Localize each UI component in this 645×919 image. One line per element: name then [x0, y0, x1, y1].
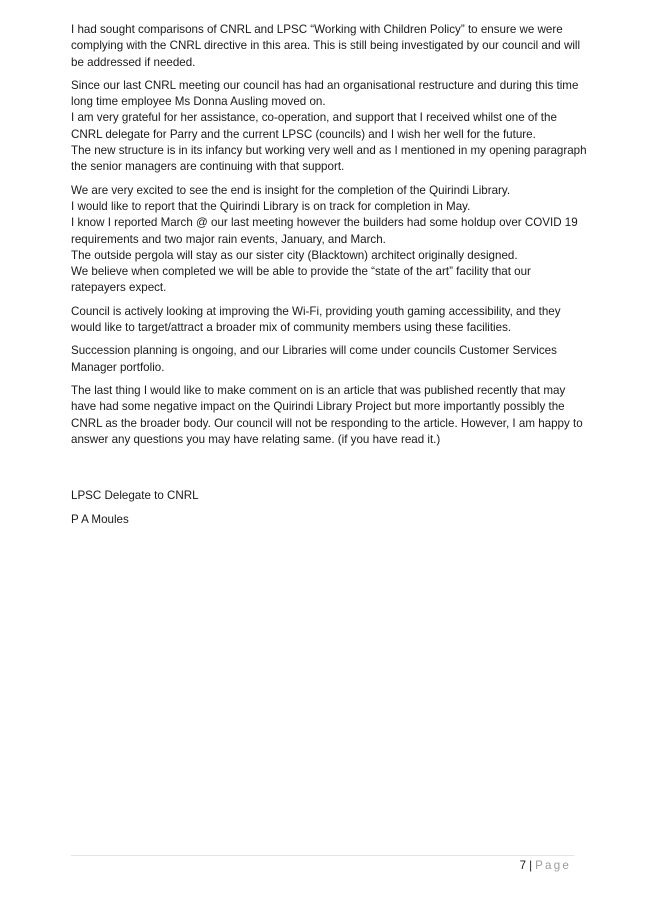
paragraph [71, 383, 581, 448]
page-footer [520, 858, 571, 874]
page-number: 7 [519, 859, 527, 872]
text-line: long time employee Ms Donna Ausling moved on. [71, 95, 326, 109]
paragraph [71, 304, 581, 337]
text-line: The last thing I would like to make comment on is an article that was published recently that may [71, 383, 566, 397]
text-line: would like to target/attract a broader mix of community members using these facilities. [71, 321, 512, 335]
text-line: complying with the CNRL directive in this area. This is still being investigated by our council and will [71, 39, 581, 53]
text-line: Succession planning is ongoing, and our Libraries will come under councils Customer Services [71, 344, 557, 358]
text-line: We believe when completed we will be able to provide the “state of the art” facility that our [71, 265, 531, 279]
paragraph-list [71, 22, 587, 448]
footer-separator: | [529, 859, 533, 872]
text-line: Since our last CNRL meeting our council has had an organisational restructure and during this time [71, 78, 579, 92]
text-line: the senior managers are continuing with that support. [71, 160, 345, 174]
paragraph [71, 78, 587, 176]
text-line: I had sought comparisons of CNRL and LPSC “Working with Children Policy” to ensure we were [71, 23, 563, 36]
text-line: CNRL as the broader body. Our council will not be responding to the article. However, I am happy to [71, 416, 583, 430]
page-label: Page [535, 859, 571, 872]
text-line: be addressed if needed. [71, 55, 196, 69]
text-line: CNRL delegate for Parry and the current LPSC (councils) and I wish her well for the future. [71, 127, 536, 141]
text-line: I would like to report that the Quirindi Library is on track for completion in May. [71, 199, 471, 213]
signature-role: LPSC Delegate to CNRL [71, 489, 199, 502]
text-line: The new structure is in its infancy but working very well and as I mentioned in my opening paragraph [71, 144, 587, 158]
text-line: I am very grateful for her assistance, co-operation, and support that I received whilst one of the [71, 111, 557, 125]
text-line: answer any questions you may have relating same. (if you have read it.) [71, 432, 441, 446]
letter-body [71, 22, 587, 455]
text-line: Manager portfolio. [71, 360, 165, 374]
text-line: The outside pergola will stay as our sister city (Blacktown) architect originally designed. [71, 248, 518, 262]
footer-divider [71, 855, 574, 856]
text-line: I know I reported March @ our last meeting however the builders had some holdup over COVID 19 [71, 216, 578, 230]
paragraph [71, 22, 581, 71]
paragraph [71, 183, 581, 297]
text-line: We are very excited to see the end is insight for the completion of the Quirindi Library. [71, 183, 511, 197]
text-line: have had some negative impact on the Quirindi Library Project but more importantly possibly the [71, 400, 565, 414]
signature-name: P A Moules [71, 513, 129, 527]
signature-block [71, 488, 199, 537]
paragraph [71, 343, 581, 376]
text-line: requirements and two major rain events, January, and March. [71, 232, 386, 246]
text-line: ratepayers expect. [71, 281, 167, 295]
text-line: Council is actively looking at improving the Wi-Fi, providing youth gaming accessibility, and they [71, 304, 561, 318]
